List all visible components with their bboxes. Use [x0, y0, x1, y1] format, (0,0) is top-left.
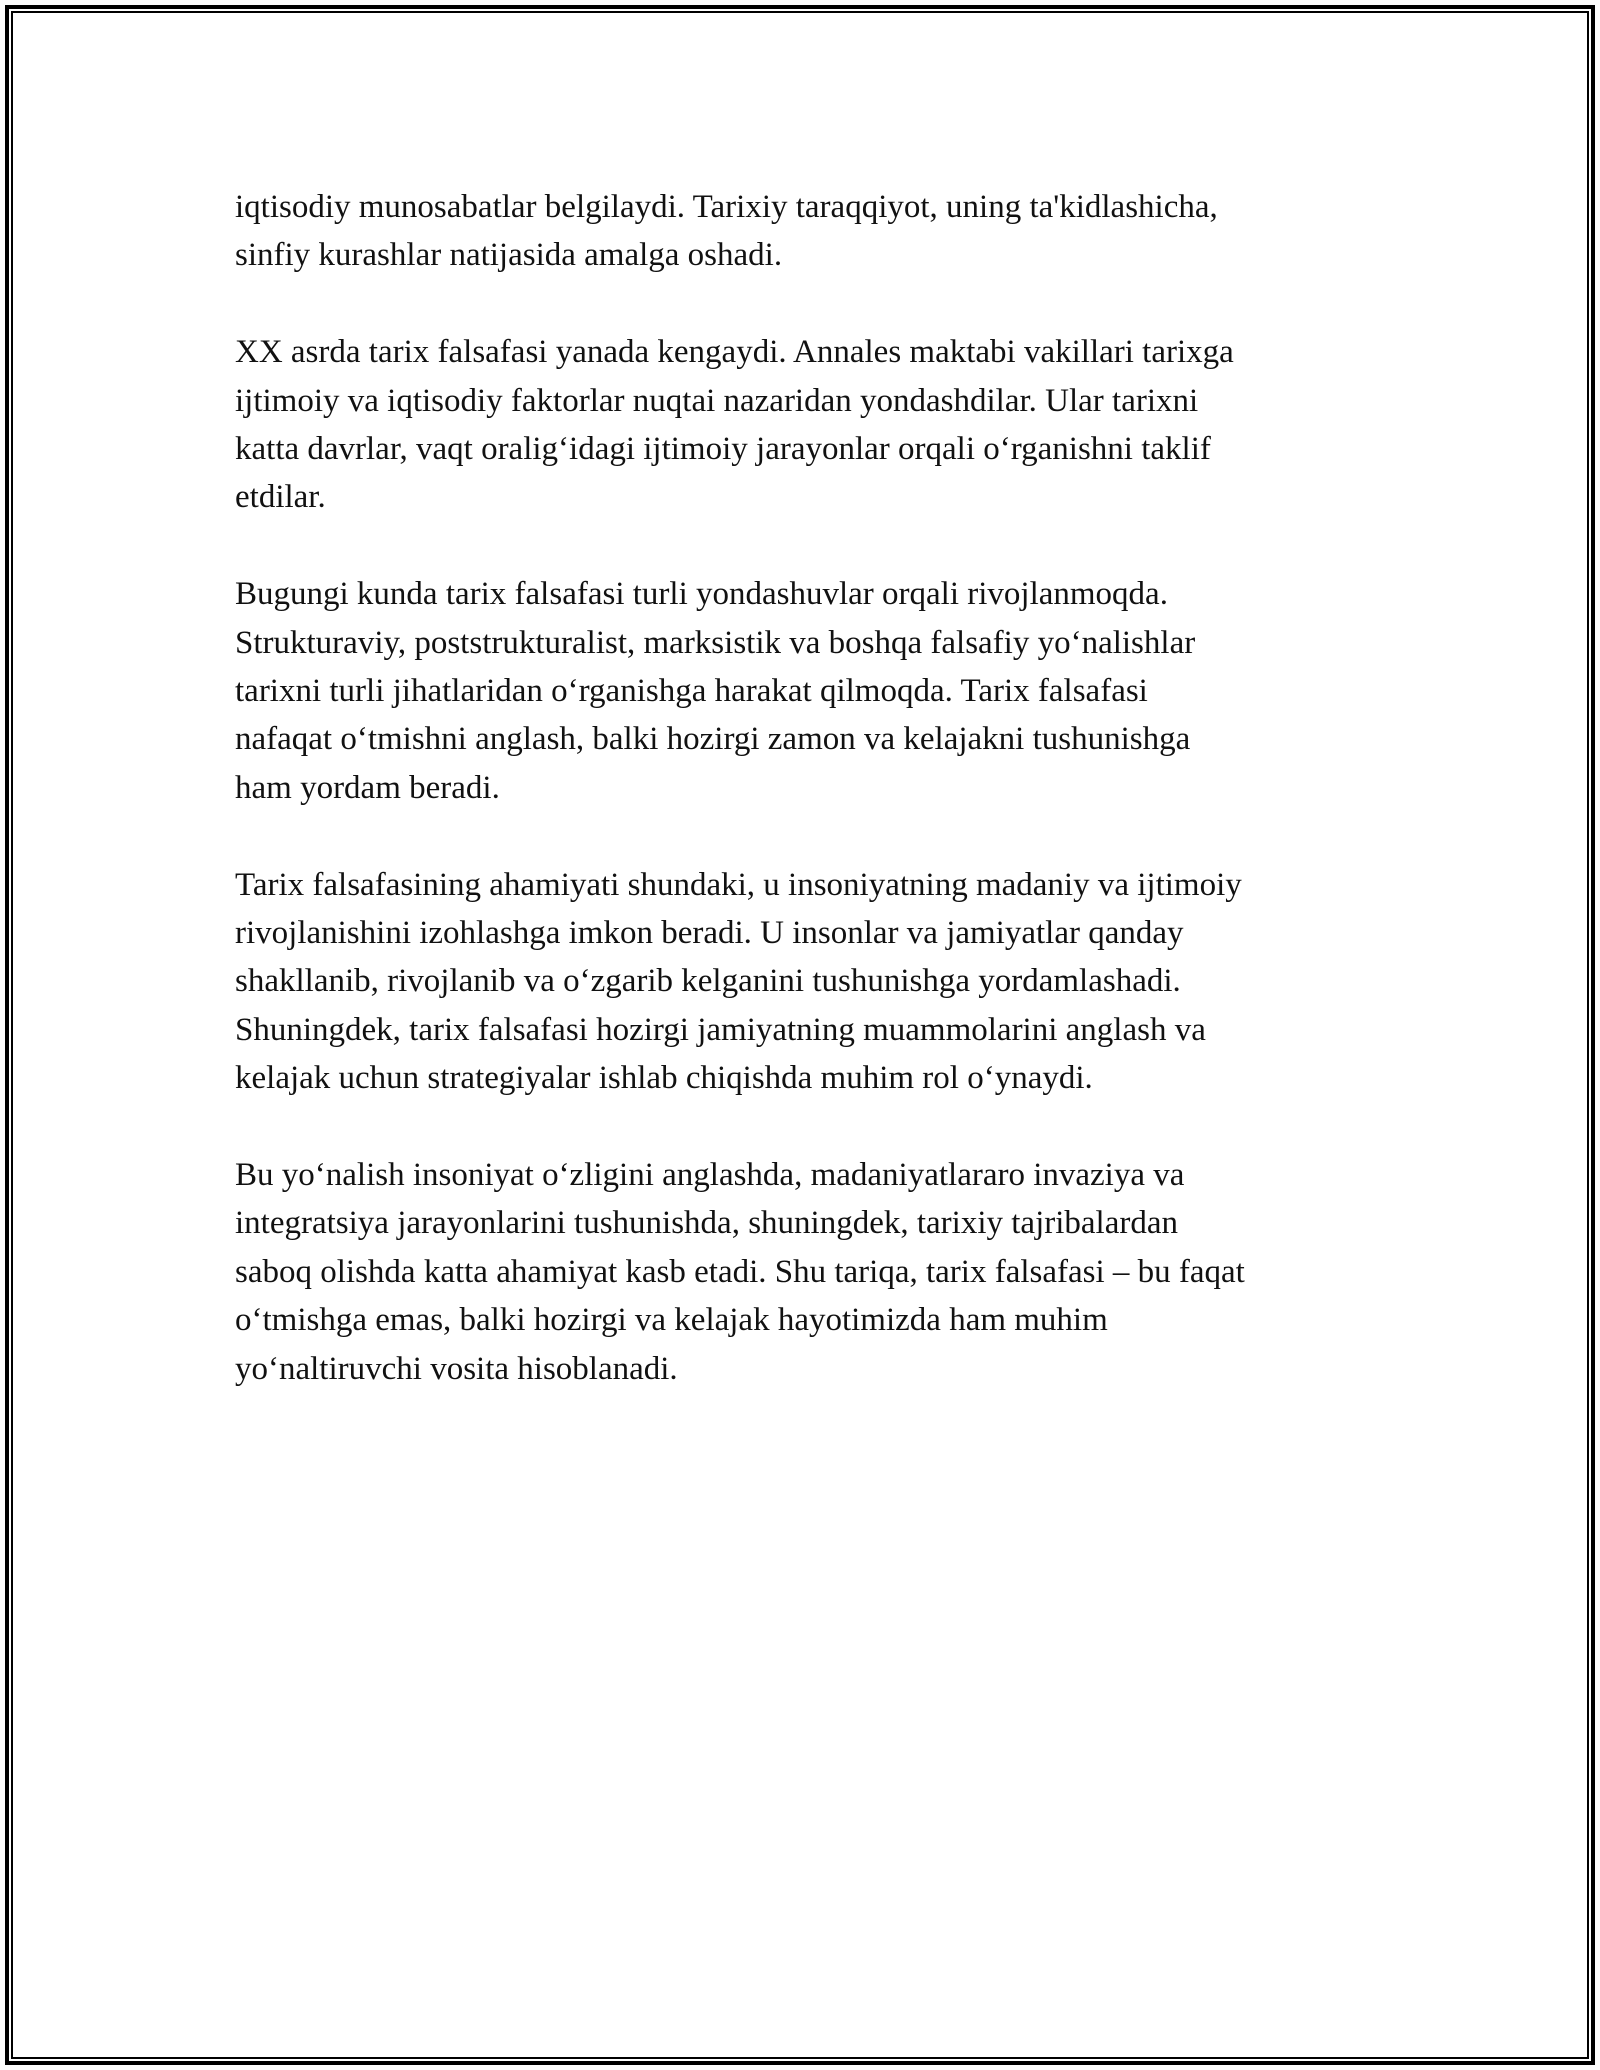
text-line: yo‘naltiruvchi vosita hisoblanadi.: [235, 1350, 678, 1387]
text-line: ijtimoiy va iqtisodiy faktorlar nuqtai nazaridan yondashdilar. Ular tarixni: [235, 382, 1199, 419]
text-line: Tarix falsafasining ahamiyati shundaki, u insoniyatning madaniy va ijtimoiy: [235, 866, 1242, 903]
text-line: shakllanib, rivojlanib va o‘zgarib kelganini tushunishga yordamlashadi.: [235, 963, 1181, 1000]
text-line: ham yordam beradi.: [235, 769, 500, 806]
text-line: Bugungi kunda tarix falsafasi turli yondashuvlar orqali rivojlanmoqda.: [235, 576, 1168, 613]
paragraph-4: [235, 861, 1375, 1103]
text-line: tarixni turli jihatlaridan o‘rganishga harakat qilmoqda. Tarix falsafasi: [235, 673, 1148, 710]
text-line: Shuningdek, tarix falsafasi hozirgi jamiyatning muammolarini anglash va: [235, 1011, 1206, 1048]
text-line: XX asrda tarix falsafasi yanada kengaydi. Annales maktabi vakillari tarixga: [235, 334, 1234, 371]
text-line: integratsiya jarayonlarini tushunishda, shuningdek, tarixiy tajribalardan: [235, 1205, 1178, 1242]
document-body: [235, 183, 1375, 1441]
text-line: Bu yo‘nalish insoniyat o‘zligini anglashda, madaniyatlararo invaziya va: [235, 1157, 1185, 1194]
text-line: Strukturaviy, poststrukturalist, marksistik va boshqa falsafiy yo‘nalishlar: [235, 624, 1196, 661]
paragraph-3: [235, 570, 1375, 812]
paragraph-1: [235, 183, 1375, 280]
text-line: saboq olishda katta ahamiyat kasb etadi. Shu tariqa, tarix falsafasi – bu faqat: [235, 1253, 1245, 1290]
paragraph-5: [235, 1151, 1375, 1393]
text-line: katta davrlar, vaqt oralig‘idagi ijtimoiy jarayonlar orqali o‘rganishni taklif: [235, 431, 1211, 468]
paragraph-2: [235, 328, 1375, 522]
text-line: etdilar.: [235, 479, 326, 516]
text-line: o‘tmishga emas, balki hozirgi va kelajak hayotimizda ham muhim: [235, 1302, 1108, 1339]
text-line: nafaqat o‘tmishni anglash, balki hozirgi zamon va kelajakni tushunishga: [235, 721, 1191, 758]
text-line: kelajak uchun strategiyalar ishlab chiqishda muhim rol o‘ynaydi.: [235, 1060, 1093, 1097]
text-line: rivojlanishini izohlashga imkon beradi. U insonlar va jamiyatlar qanday: [235, 915, 1184, 952]
text-line: iqtisodiy munosabatlar belgilaydi. Tarixiy taraqqiyot, uning ta'kidlashicha,: [235, 189, 1218, 225]
text-line: sinfiy kurashlar natijasida amalga oshadi.: [235, 237, 783, 274]
